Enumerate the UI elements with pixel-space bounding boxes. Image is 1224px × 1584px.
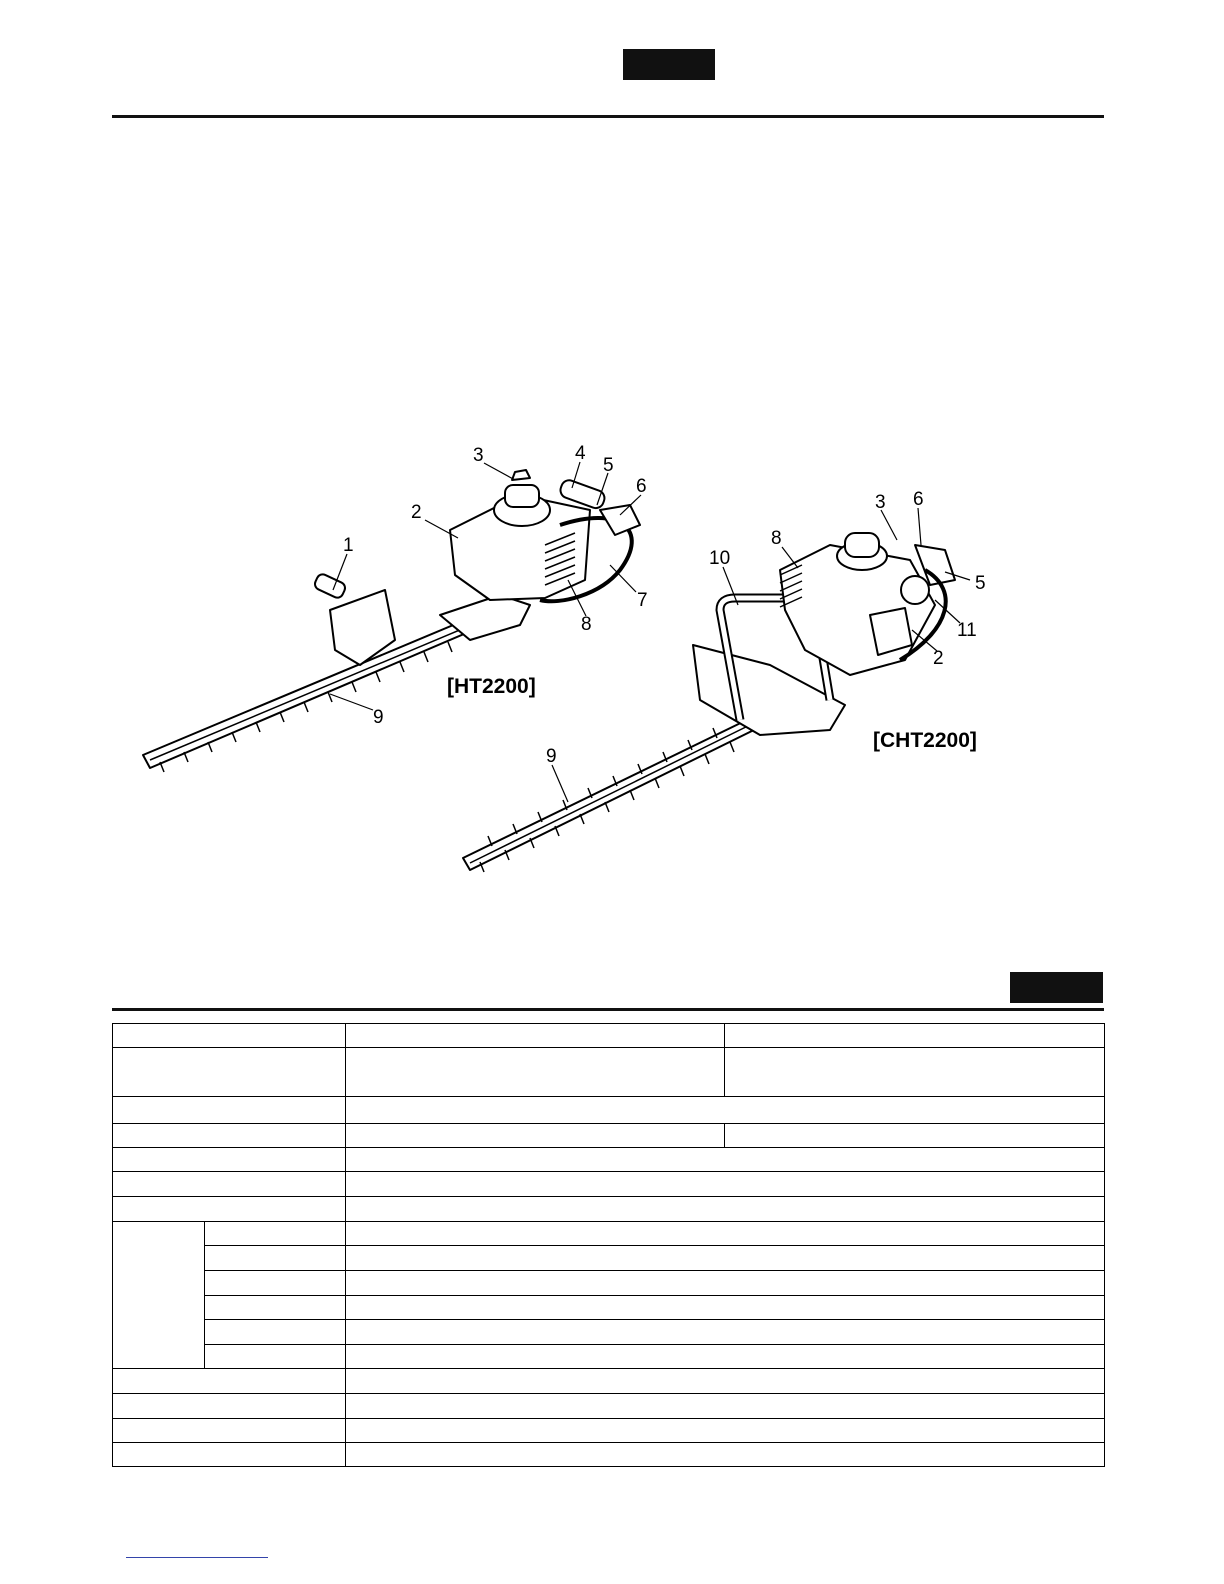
table-row [113,1394,1105,1419]
table-row [113,1246,1105,1271]
table-row [113,1296,1105,1320]
spec-value [346,1097,1105,1124]
callout-ht-7: 7 [637,590,648,611]
spec-label [113,1419,346,1443]
spec-value [346,1419,1105,1443]
table-row [113,1320,1105,1345]
spec-value [346,1394,1105,1419]
callout-ht-2: 2 [411,502,422,523]
specs-rule [112,1008,1104,1011]
callout-ht-3: 3 [473,445,484,466]
spec-value-ht [346,1048,725,1097]
table-row [113,1419,1105,1443]
table-row [113,1024,1105,1048]
spec-value-cht [725,1048,1105,1097]
callout-cht-5: 5 [975,573,986,594]
callout-cht-9: 9 [546,746,557,767]
table-row [113,1048,1105,1097]
spec-value-ht [346,1124,725,1148]
model-label-ht2200: [HT2200] [447,675,536,698]
callout-ht-4: 4 [575,443,586,464]
callout-cht-3: 3 [875,492,886,513]
spec-value [346,1222,1105,1246]
spec-value [346,1148,1105,1172]
callout-ht-8: 8 [581,614,592,635]
spec-sublabel [205,1296,346,1320]
spec-value [346,1246,1105,1271]
specifications-table [112,1023,1105,1467]
spec-value-cht [725,1124,1105,1148]
spec-sublabel [205,1345,346,1369]
footer-link-underline[interactable] [126,1557,268,1558]
spec-label [113,1124,346,1148]
table-row [113,1222,1105,1246]
table-row [113,1172,1105,1197]
table-row [113,1197,1105,1222]
spec-value [346,1172,1105,1197]
table-row [113,1124,1105,1148]
spec-label [113,1197,346,1222]
spec-value [346,1345,1105,1369]
spec-sublabel [205,1271,346,1296]
spec-label [113,1148,346,1172]
spec-group-label [113,1222,205,1369]
spec-value [346,1296,1105,1320]
callout-ht-1: 1 [343,535,354,556]
callout-cht-8: 8 [771,528,782,549]
table-row [113,1369,1105,1394]
spec-value [346,1320,1105,1345]
section-tab-specs [1010,972,1103,1003]
spec-value [346,1197,1105,1222]
spec-label [113,1369,346,1394]
spec-value [346,1271,1105,1296]
spec-value-ht [346,1024,725,1048]
spec-label [113,1443,346,1467]
table-row [113,1271,1105,1296]
callout-ht-5: 5 [603,455,614,476]
spec-sublabel [205,1320,346,1345]
callout-cht-6: 6 [913,489,924,510]
table-row [113,1097,1105,1124]
ht2200-hedge-trimmer [143,470,640,772]
table-row [113,1345,1105,1369]
spec-label [113,1394,346,1419]
model-label-cht2200: [CHT2200] [873,729,977,752]
spec-label [113,1024,346,1048]
spec-sublabel [205,1222,346,1246]
spec-value [346,1369,1105,1394]
spec-label [113,1172,346,1197]
table-row [113,1148,1105,1172]
callout-ht-6: 6 [636,476,647,497]
spec-label [113,1097,346,1124]
callout-cht-11: 11 [957,620,977,641]
spec-value-cht [725,1024,1105,1048]
ht-blade-teeth [160,642,452,772]
spec-sublabel [205,1246,346,1271]
callout-cht-10: 10 [709,548,731,569]
callout-ht-9: 9 [373,707,384,728]
spec-label [113,1048,346,1097]
callout-cht-2: 2 [933,648,944,669]
spec-value [346,1443,1105,1467]
table-row [113,1443,1105,1467]
